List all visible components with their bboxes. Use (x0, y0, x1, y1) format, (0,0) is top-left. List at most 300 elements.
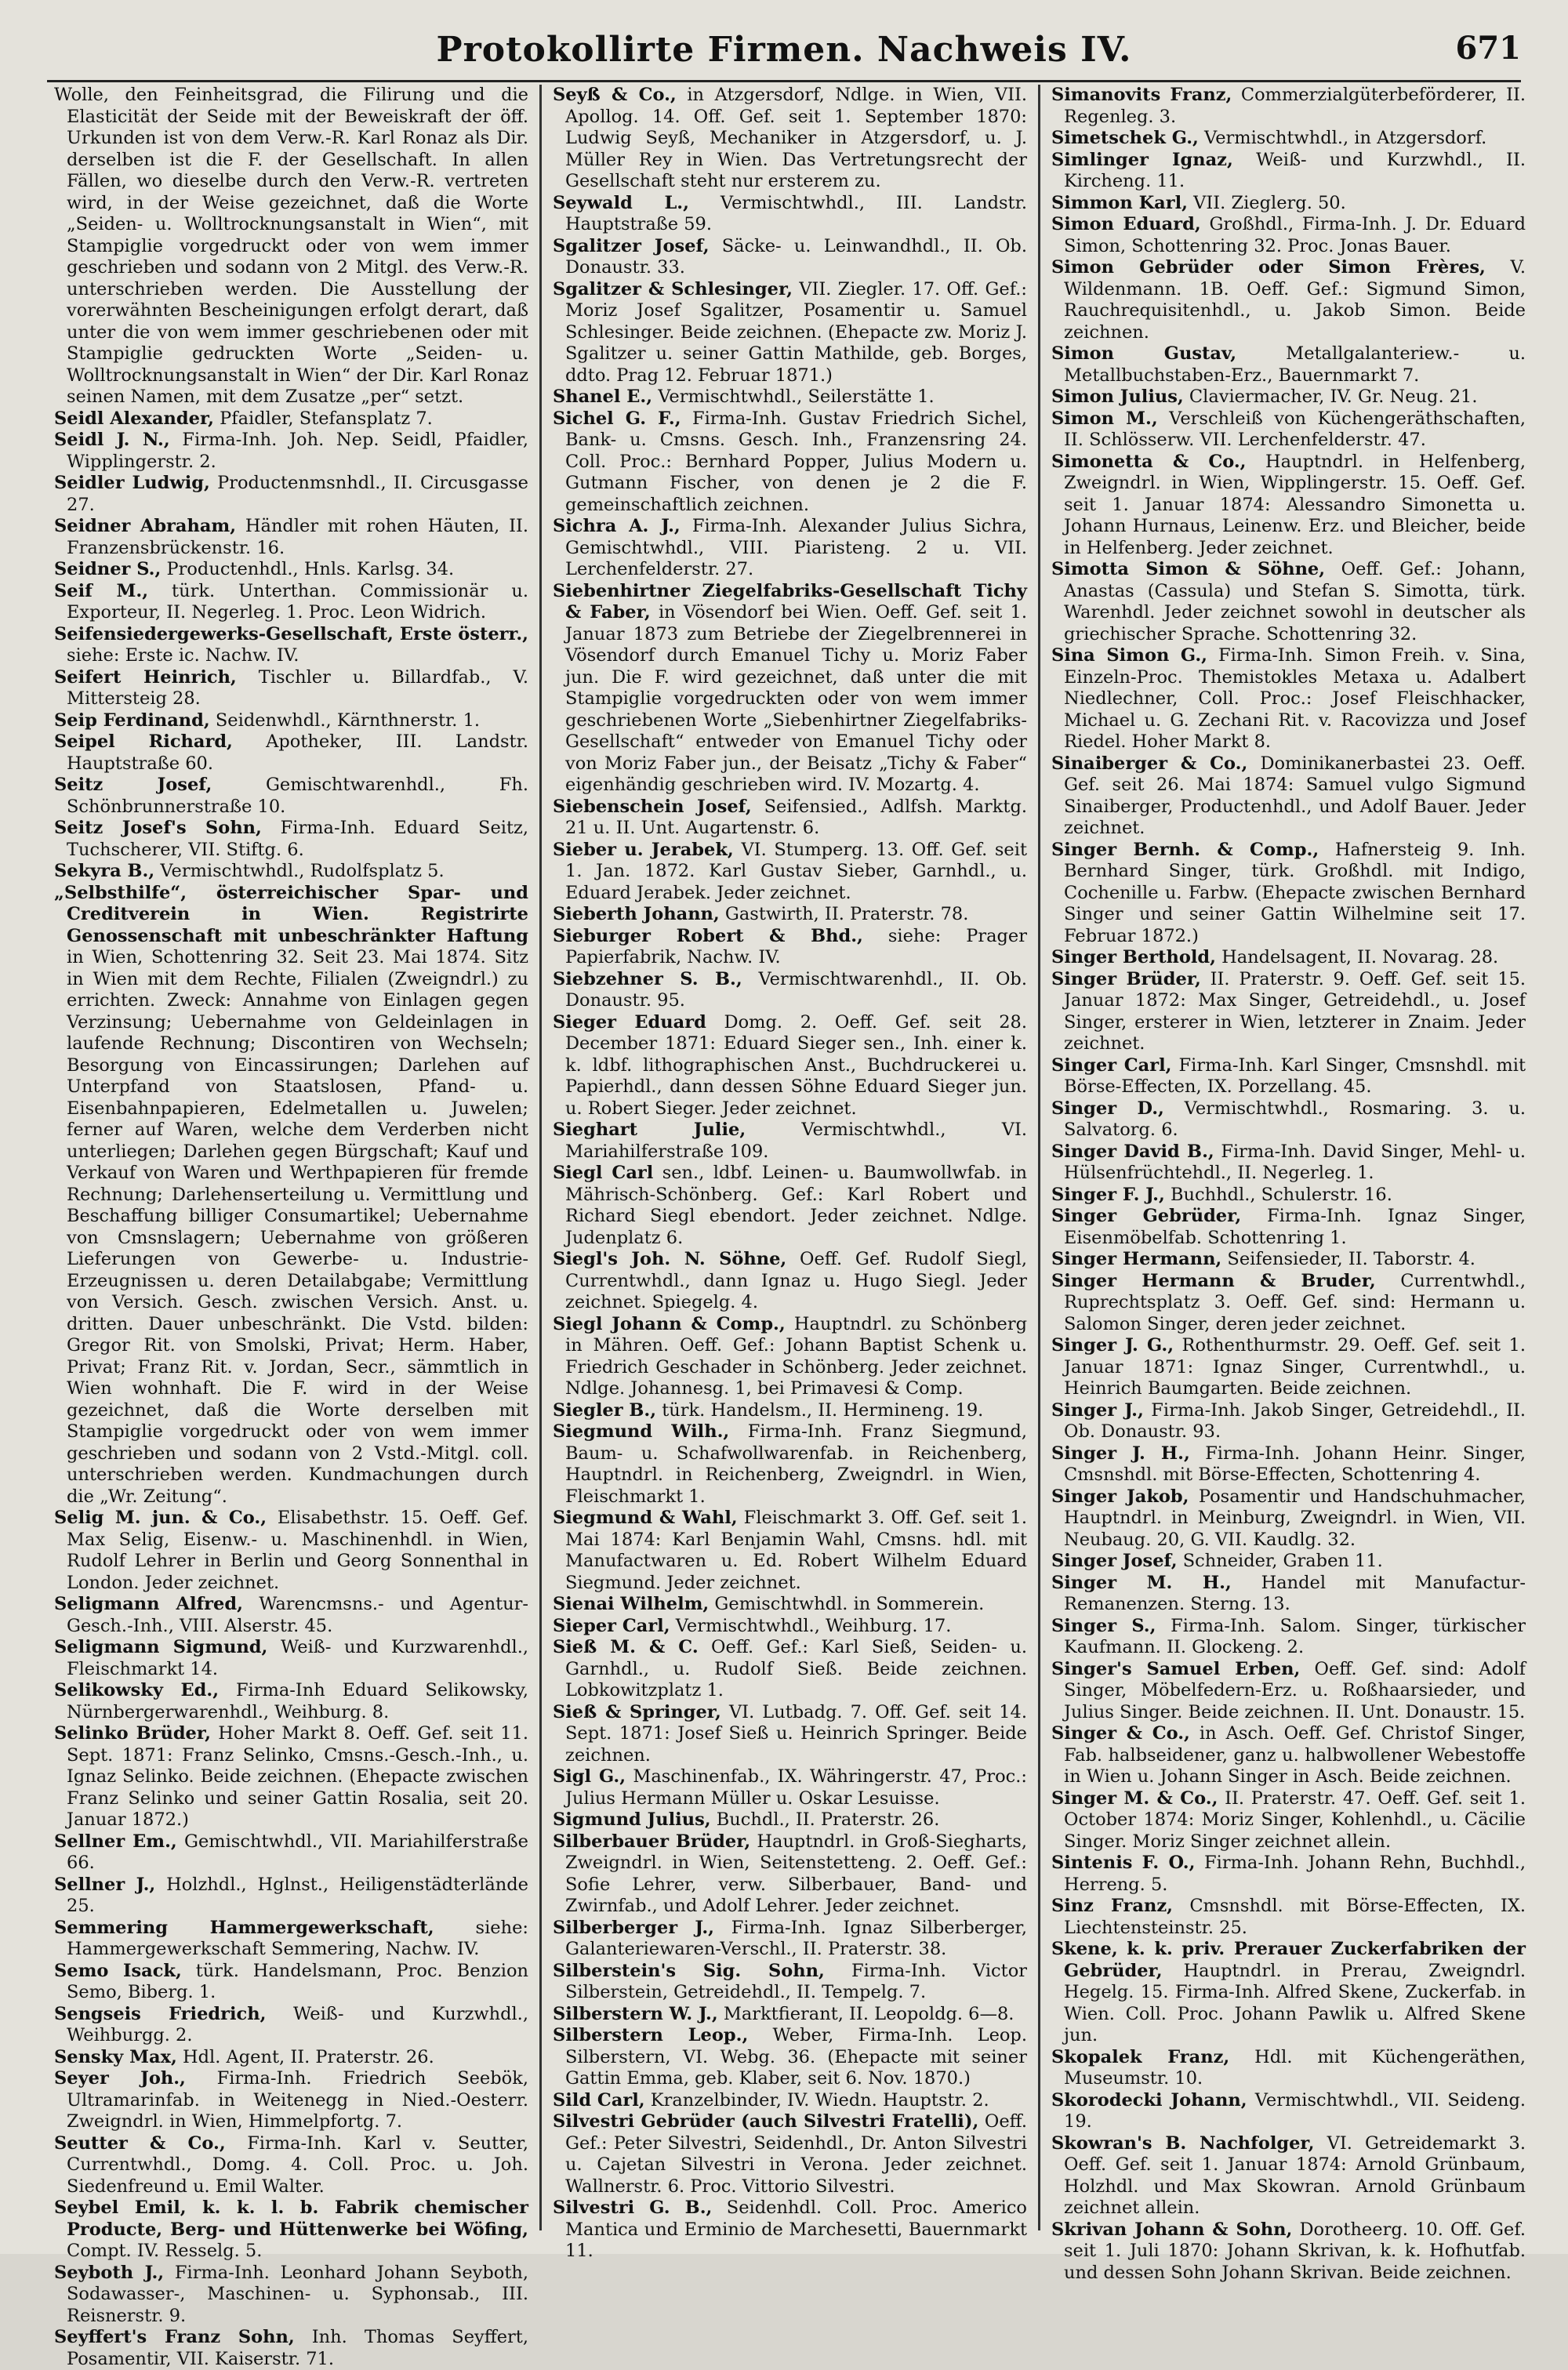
firm-details: Tischler u. Billardfab., V. Mittersteig 28. (67, 666, 528, 709)
firm-name: Siebzehner S. B., (553, 968, 742, 989)
directory-entry (553, 1421, 1027, 1508)
directory-entry (553, 926, 1027, 969)
firm-name: Simon M., (1051, 408, 1158, 429)
directory-entry (553, 2025, 1027, 2090)
directory-entry (553, 1400, 1027, 1422)
firm-details: Vermischtwhdl., Rudolfsplatz 5. (160, 861, 445, 881)
firm-details: Hauptndrl. zu Schönberg in Mähren. Oeff. Gef.: Johann Baptist Schenk u. Friedrich Geschader in Schönberg. Jeder zeichnet. Ndlge. Johannesg. 1, bei Primavesi & Comp. (565, 1313, 1027, 1399)
directory-entry (553, 840, 1027, 905)
firm-name: Sieper Carl, (553, 1615, 670, 1636)
firm-details: Holzhdl., Hglnst., Heiligenstädterlände 25. (67, 1874, 528, 1916)
firm-details: Oeff. Gef. sind: Adolf Singer, Möbelfedern-Erz. u. Roßhaarsieder, und Julius Singer. Beide zeichnen. II. Unt. Donaustr. 15. (1064, 1658, 1526, 1722)
firm-name: Sieger Eduard (553, 1011, 706, 1033)
firm-name: Sild Carl, (553, 2089, 645, 2110)
firm-details: II. Praterstr. 47. Oeff. Gef. seit 1. October 1874: Moriz Singer, Kohlenhdl., u. Cäcilie Singer. Moriz Singer zeichnet allein. (1064, 1787, 1526, 1852)
directory-entry (1051, 387, 1526, 408)
directory-entry (54, 1918, 528, 1961)
firm-name: Simmon Karl, (1051, 192, 1188, 213)
firm-details: Firma-Inh. Ignaz Singer, Eisenmöbelfab. Schottenring 1. (1064, 1206, 1526, 1248)
firm-details: Inh. Thomas Seyffert, Posamentir, VII. Kaiserstr. 71. (67, 2327, 528, 2369)
firm-details: Vermischtwhdl., Seilerstätte 1. (658, 387, 935, 407)
directory-entry (553, 2090, 1027, 2112)
directory-entry (54, 1723, 528, 1831)
directory-entry (553, 1809, 1027, 1831)
firm-details: Vermischtwhdl., Rosmaring. 3. u. Salvatorg. 6. (1064, 1098, 1526, 1140)
firm-name: Simonetta & Co., (1051, 451, 1247, 472)
firm-details: Hauptndrl. in Groß-Siegharts, Zweigndrl. in Wien, Seitenstetteng. 2. Oeff. Gef.: Sofie Lehrer, verw. Silberbauer, Band- und Zwirnfab., und Adolf Lehrer. Jeder zeichnet. (565, 1831, 1027, 1916)
firm-name: Simanovits Franz, (1051, 85, 1232, 105)
firm-details: Metallgalanteriew.- u. Metallbuchstaben-Erz., Bauernmarkt 7. (1064, 343, 1526, 386)
firm-details: siehe: Prager Papierfabrik, Nachw. IV. (565, 925, 1027, 967)
firm-name: Sellner Em., (54, 1831, 177, 1852)
firm-name: Selikowsky Ed., (54, 1680, 220, 1700)
firm-details: Seifensieder, II. Taborstr. 4. (1227, 1249, 1475, 1269)
firm-name: Seywald L., (553, 192, 689, 213)
directory-entry (1051, 1788, 1526, 1853)
firm-name: Silberstein's Sig. Sohn, (553, 1960, 825, 1981)
directory-entry (1051, 1486, 1526, 1552)
directory-entry (1051, 128, 1526, 150)
firm-details: Vermischtwhdl., Weihburg. 17. (675, 1615, 952, 1636)
directory-entry (1051, 753, 1526, 840)
directory-entry (553, 1163, 1027, 1249)
firm-details: Firma-Inh. David Singer, Mehl- u. Hülsenfrüchtehdl., II. Negerleg. 1. (1064, 1141, 1526, 1183)
firm-name: Sieghart Julie, (553, 1120, 746, 1140)
directory-entry (54, 2068, 528, 2133)
directory-entry (553, 1637, 1027, 1702)
directory-entry (1051, 1443, 1526, 1486)
firm-name: Sgalitzer & Schlesinger, (553, 278, 793, 299)
directory-entry (1051, 969, 1526, 1055)
firm-name: Shanel E., (553, 387, 653, 407)
firm-details: Gemischtwhdl. in Sommerein. (714, 1594, 985, 1614)
directory-entry (1051, 150, 1526, 193)
firm-details: Vermischtwhdl., in Atzgersdorf. (1204, 128, 1487, 148)
directory-entry (1051, 1551, 1526, 1573)
firm-name: Seifensiedergewerks-Gesellschaft, Erste österr., (54, 623, 528, 644)
firm-name: Sensky Max, (54, 2046, 177, 2067)
firm-details: VI. Getreidemarkt 3. Oeff. Gef. seit 1. Januar 1874: Arnold Grünbaum, Holzhdl. und Max Skowran. Arnold Grünbaum zeichnet allein. (1064, 2132, 1526, 2218)
firm-name: Seidner Abraham, (54, 516, 237, 536)
directory-entry (54, 624, 528, 667)
firm-details: Hauptndrl. in Prerau, Zweigndrl. Hegelg. 15. Firma-Inh. Alfred Skene, Zuckerfab. in Wien. Coll. Proc. Johann Pawlik u. Alfred Skene jun. (1064, 1960, 1526, 2045)
firm-name: Seutter & Co., (54, 2132, 226, 2154)
firm-details: siehe: Hammergewerkschaft Semmering, Nachw. IV. (67, 1917, 528, 1959)
directory-entry (553, 1508, 1027, 1594)
firm-details: Compt. IV. Resselg. 5. (67, 2241, 263, 2261)
firm-name: „Selbsthilfe“, österreichischer Spar- und Creditverein in Wien. Registrirte Genossenschaft mit unbeschränkter Haftung (54, 882, 528, 946)
directory-entry (553, 1012, 1027, 1120)
directory-entry (553, 1616, 1027, 1638)
firm-details: Weiß- und Kurzwhdl., Weihburgg. 2. (67, 2003, 528, 2045)
firm-details: Vermischtwhdl., VII. Seideng. 19. (1064, 2089, 1526, 2132)
firm-details: türk. Handelsmann, Proc. Benzion Semo, Biberg. 1. (67, 1960, 529, 2002)
firm-name: Seligmann Sigmund, (54, 1637, 268, 1657)
firm-details: Seidenhdl. Coll. Proc. Americo Mantica und Erminio de Marchesetti, Bauernmarkt 11. (565, 2198, 1027, 2261)
directory-entry (553, 1594, 1027, 1616)
directory-entry (1051, 1939, 1526, 2047)
firm-details: Hauptndrl. in Helfenberg, Zweigndrl. in Wien, Wipplingerstr. 15. Oeff. Gef. seit 1. Januar 1874: Alessandro Simonetta u. Johann Hurnaus, Leinenw. Erz. und Bleicher, beide in Helfenberg. Jeder zeichnet. (1064, 451, 1526, 558)
firm-details: Vermischtwarenhdl., II. Ob. Donaustr. 95. (565, 968, 1027, 1011)
firm-name: Siegler B., (553, 1399, 657, 1421)
directory-entry (1051, 1206, 1526, 1249)
directory-entry (1051, 947, 1526, 969)
firm-details: Firma-Inh. Karl Singer, Cmsnshdl. mit Börse-Effecten, IX. Porzellang. 45. (1064, 1054, 1526, 1097)
directory-entry (1051, 2219, 1526, 2285)
directory-entry (54, 1831, 528, 1875)
column-2 (542, 85, 1040, 2261)
firm-name: Sieberth Johann, (553, 904, 720, 924)
directory-entry (553, 1831, 1027, 1918)
firm-details: Commerzialgüterbeförderer, II. Regenleg. 3. (1064, 85, 1526, 127)
directory-entry (54, 1594, 528, 1637)
directory-entry (1051, 452, 1526, 560)
firm-details: Firma-Inh. Joh. Nep. Seidl, Pfaidler, Wipplingerstr. 2. (67, 430, 528, 472)
firm-name: Singer Berthold, (1051, 947, 1216, 967)
firm-details: Claviermacher, IV. Gr. Neug. 21. (1189, 387, 1478, 407)
directory-entry (1051, 1573, 1526, 1616)
firm-name: Singer J. G., (1051, 1335, 1174, 1356)
firm-details: Gemischtwhdl., VII. Mariahilferstraße 66. (67, 1831, 528, 1873)
firm-details: Firma-Inh. Jakob Singer, Getreidehdl., II. Ob. Donaustr. 93. (1064, 1399, 1526, 1442)
firm-details: Cmsnshdl. mit Börse-Effecten, IX. Liechtensteinstr. 25. (1064, 1896, 1526, 1938)
firm-details: Firma-Inh Eduard Selikowsky, Nürnbergerwarenhdl., Weihburg. 8. (67, 1680, 528, 1722)
firm-name: Simon Julius, (1051, 387, 1184, 407)
directory-entry (54, 2263, 528, 2328)
firm-details: türk. Handelsm., II. Hermineng. 19. (662, 1399, 984, 1421)
firm-name: Siegl Johann & Comp., (553, 1313, 786, 1334)
firm-details: Seifensied., Adlfsh. Marktg. 21 u. II. Unt. Augartenstr. 6. (565, 796, 1028, 838)
firm-details: Maschinenfab., IX. Währingerstr. 47, Proc.: Julius Hermann Müller u. Oskar Lesuisse. (565, 1766, 1027, 1809)
firm-name: Singer J. H., (1051, 1443, 1190, 1464)
firm-name: Simon Gustav, (1051, 343, 1237, 364)
firm-details: Wolle, den Feinheitsgrad, die Filirung und die Elasticität der Seide mit der Beweiskraft der öff. Urkunden ist von dem Verw.-R. Karl Ronaz als Dir. derselben ist die F. der Gesellschaft. In allen Fällen, wo dieselbe durch den Verw.-R. vertreten wird, in der Weise gezeichnet, daß die Worte „Seiden- u. Wolltrocknungsanstalt in Wien“, mit Stampiglie vorgedruckt oder von wem immer geschrieben und sodann von 2 Mitgl. des Verw.-R. unterschrieben werden. Die Ausstellung der vorerwähnten Bescheinigungen erfolgt derart, daß unter die von wem immer geschriebenen oder mit Stampiglie gedruckten Worte „Seiden- u. Wolltrocknungsanstalt in Wien“ der Dir. Karl Ronaz seinen Namen, mit dem Zusatze „per“ setzt. (54, 85, 528, 407)
firm-name: Seyffert's Franz Sohn, (54, 2327, 295, 2347)
firm-details: V. Wildenmann. 1B. Oeff. Gef.: Sigmund Simon, Rauchrequisitenhdl., u. Jakob Simon. Beide zeichnen. (1064, 257, 1526, 343)
firm-details: Seidenwhdl., Kärnthnerstr. 1. (215, 710, 481, 731)
firm-details: Buchdl., II. Praterstr. 26. (716, 1809, 940, 1830)
firm-name: Seidner S., (54, 559, 162, 579)
firm-details: Verschleiß von Küchengeräthschaften, II. Schlösserw. VII. Lerchenfelderstr. 47. (1064, 408, 1526, 450)
directory-entry (1051, 1896, 1526, 1939)
firm-name: Semmering Hammergewerkschaft, (54, 1917, 434, 1938)
directory-entry (553, 279, 1027, 387)
firm-name: Seligmann Alfred, (54, 1594, 243, 1614)
directory-entry (1051, 2133, 1526, 2219)
firm-name: Selig M. jun. & Co., (54, 1508, 267, 1528)
firm-details: Productenmsnhdl., II. Circusgasse 27. (67, 473, 528, 515)
firm-details: Firma-Inh. Simon Freih. v. Sina, Einzeln-Proc. Themistokles Metaxa u. Adalbert Niedlechner, Coll. Proc.: Josef Fleischhacker, Michael u. G. Zechani Rit. v. Racovizza und Josef Riedel. Hoher Markt 8. (1064, 645, 1526, 752)
firm-details: Gemischtwarenhdl., Fh. Schönbrunnerstraße 10. (67, 775, 528, 817)
firm-details: II. Praterstr. 9. Oeff. Gef. seit 15. Januar 1872: Max Singer, Getreidehdl., u. Josef Singer, ersterer in Wien, letzterer in Znaim. Jeder zeichnet. (1064, 968, 1526, 1054)
directory-entry (553, 408, 1027, 517)
directory-entry (553, 797, 1027, 840)
directory-entry (54, 581, 528, 624)
firm-details: Handelsagent, II. Novarag. 28. (1221, 947, 1499, 967)
firm-details: Hdl. Agent, II. Praterstr. 26. (182, 2046, 434, 2067)
firm-details: siehe: Erste ic. Nachw. IV. (67, 645, 299, 666)
directory-entry (1051, 1249, 1526, 1271)
firm-name: Sichra A. J., (553, 516, 681, 536)
firm-details: Warencmsns.- und Agentur-Gesch.-Inh., VIII. Alserstr. 45. (67, 1594, 528, 1636)
firm-details: Firma-Inh. Gustav Friedrich Sichel, Bank- u. Cmsns. Gesch. Inh., Franzensring 24. Coll. Proc.: Bernhard Popper, Julius Modern u. Gutmann Fischer, von denen je 2 die F. gemeinschaftlich zeichnen. (565, 408, 1027, 515)
firm-details: Kranzelbinder, IV. Wiedn. Hauptstr. 2. (650, 2089, 989, 2110)
firm-name: Sieß M. & C. (553, 1637, 699, 1657)
directory-entry (1051, 1335, 1526, 1400)
firm-details: Firma-Inh. Friedrich Seebök, Ultramarinfab. in Weitenegg in Nied.-Oesterr. Zweigndrl. in Wien, Himmelpfortg. 7. (67, 2068, 528, 2132)
directory-entry (54, 85, 528, 408)
firm-name: Simlinger Ignaz, (1051, 149, 1233, 170)
firm-name: Skrivan Johann & Sohn, (1051, 2219, 1293, 2240)
firm-details: Großhdl., Firma-Inh. J. Dr. Eduard Simon, Schottenring 32. Proc. Jonas Bauer. (1064, 214, 1526, 256)
directory-entry (553, 387, 1027, 408)
firm-details: Hafnersteig 9. Inh. Bernhard Singer, türk. Großhdl. mit Indigo, Cochenille u. Farbw. (Ehepacte zwischen Bernhard Singer und seiner Gattin Wilhelmine seit 17. Februar 1872.) (1064, 839, 1526, 946)
firm-name: Siegmund Wilh., (553, 1421, 730, 1442)
directory-entry (1051, 1271, 1526, 1336)
directory-entry (553, 1766, 1027, 1809)
firm-name: Seybel Emil, k. k. l. b. Fabrik chemischer Producte, Berg- und Hüttenwerke bei Wöfing, (54, 2198, 528, 2240)
firm-name: Sigmund Julius, (553, 1809, 711, 1830)
firm-details: Firma-Inh. Victor Silberstein, Getreidehdl., II. Tempelg. 7. (565, 1960, 1027, 2002)
firm-name: Silvestri Gebrüder (auch Silvestri Fratelli), (553, 2111, 979, 2132)
firm-name: Simetschek G., (1051, 128, 1199, 148)
firm-details: Productenhdl., Hnls. Karlsg. 34. (166, 559, 455, 579)
firm-name: Singer's Samuel Erben, (1051, 1658, 1301, 1679)
firm-details: Elisabethstr. 15. Oeff. Gef. Max Selig, Eisenw.- u. Maschinenhdl. in Wien, Rudolf Lehrer in Berlin und Georg Sonnenthal in London. Jeder zeichnet. (67, 1508, 529, 1593)
directory-entry (1051, 1853, 1526, 1896)
firm-details: in Asch. Oeff. Gef. Christof Singer, Fab. halbseidener, ganz u. halbwollener Webestoffe in Wien u. Johann Singer in Asch. Beide zeichnen. (1064, 1723, 1526, 1787)
firm-name: Seitz Josef, (54, 775, 212, 795)
firm-name: Singer Hermann & Bruder, (1051, 1270, 1376, 1291)
directory-entry (54, 2327, 528, 2370)
firm-details: Firma-Inh. Salom. Singer, türkischer Kaufmann. II. Glockeng. 2. (1064, 1615, 1526, 1657)
firm-details: in Atzgersdorf, Ndlge. in Wien, VII. Apollog. 14. Off. Gef. seit 1. September 1870: Ludwig Seyß, Mechaniker in Atzgersdorf, u. J. Müller Rey in Wien. Das Vertretungsrecht der Gesellschaft steht nur ersterem zu. (565, 85, 1028, 191)
directory-entry (54, 2047, 528, 2069)
directory-entry (54, 1637, 528, 1680)
directory-entry (1051, 2047, 1526, 2090)
firm-name: Seitz Josef's Sohn, (54, 818, 262, 838)
firm-details: VI. Stumperg. 13. Off. Gef. seit 1. Jan. 1872. Karl Gustav Sieber, Garnhdl., u. Eduard Jerabek. Jeder zeichnet. (565, 839, 1027, 903)
firm-details: Vermischtwhdl., VI. Mariahilferstraße 109. (565, 1120, 1028, 1162)
firm-name: Singer Brüder, (1051, 968, 1201, 989)
firm-details: Marktfierant, II. Leopoldg. 6—8. (723, 2003, 1014, 2024)
firm-name: Semo Isack, (54, 1960, 182, 1981)
directory-entry (553, 1314, 1027, 1400)
firm-details: Weiß- und Kurzwarenhdl., Fleischmarkt 14. (67, 1637, 529, 1679)
firm-name: Siegl Carl (553, 1163, 654, 1183)
firm-details: in Wien, Schottenring 32. Seit 23. Mai 1874. Sitz in Wien mit dem Rechte, Filialen (Zweigndrl.) zu errichten. Zweck: Annahme von Einlagen gegen Verzinsung; Uebernahme von Geldeinlagen in laufende Rechnung; Discontiren von Wechseln; Besorgung von Eincassirungen; Darlehen auf Unterpfand von Staatslosen, Pfand- u. Eisenbahnpapieren, Edelmetallen u. Juwelen; ferner auf Waren, welche dem Verderben nicht unterliegen; Darlehen gegen Bürgschaft; Kauf und Verkauf von Waren und Werthpapieren für fremde Rechnung; Darlehenserteilung u. Vermittlung und Beschaffung billiger Consumartikel; Uebernahme von Cmsnslagern; Uebernahme von größeren Lieferungen von Gewerbe- u. Industrie-Erzeugnissen u. deren Detailabgabe; Vermittlung von Versich. Gesch. zwischen Versich. Anst. u. dritten. Dauer unbeschränkt. Die Vstd. bilden: Gregor Rit. von Smolski, Privat; Herm. Haber, Privat; Franz Rit. v. Jordan, Secr., sämmtlich in Wien wohnhaft. Die F. wird in der Weise gezeichnet, daß die Worte derselben mit Stampiglie vorgedruckt oder von wem immer geschrieben und sodann von 2 Vstd.-Mitgl. coll. unterschrieben werden. Kundmachungen durch die „Wr. Zeitung“. (67, 947, 528, 1507)
directory-entry (54, 731, 528, 775)
directory-entry (54, 1961, 528, 2004)
directory-entry (1051, 193, 1526, 215)
firm-name: Skowran's B. Nachfolger, (1051, 2132, 1315, 2154)
firm-name: Seyboth J., (54, 2262, 165, 2283)
firm-name: Sina Simon G., (1051, 645, 1208, 666)
firm-name: Silberberger J., (553, 1917, 714, 1938)
firm-details: Firma-Inh. Johann Heinr. Singer, Cmsnshdl. mit Börse-Effecten, Schottenring 4. (1064, 1443, 1526, 1485)
firm-name: Simon Eduard, (1051, 214, 1201, 234)
firm-details: Gastwirth, II. Praterstr. 78. (724, 904, 969, 924)
firm-details: in Vösendorf bei Wien. Oeff. Gef. seit 1. Januar 1873 zum Betriebe der Ziegelbrennerei in Vösendorf durch Emanuel Tichy u. Moriz Faber jun. Die F. wird gezeichnet, daß unter die mit Stampiglie vorgedruckten oder von wem immer geschriebenen Worte „Siebenhirtner Ziegelfabriks-Gesellschaft“ entweder von Emanuel Tichy oder von Moriz Faber jun., der Beisatz „Tichy & Faber“ eigenhändig geschrieben wird. IV. Mozartg. 4. (565, 602, 1027, 795)
firm-details: Apotheker, III. Landstr. Hauptstraße 60. (67, 731, 529, 774)
firm-name: Seip Ferdinand, (54, 710, 210, 731)
firm-details: Firma-Inh. Eduard Seitz, Tuchscherer, VII. Stiftg. 6. (67, 818, 529, 860)
directory-entry (1051, 1055, 1526, 1098)
firm-name: Siebenschein Josef, (553, 796, 752, 817)
firm-name: Singer Jakob, (1051, 1486, 1189, 1507)
directory-entry (54, 2004, 528, 2047)
firm-details: Currentwhdl., Ruprechtsplatz 3. Oeff. Gef. sind: Hermann u. Salomon Singer, deren jeder zeichnet. (1064, 1270, 1526, 1334)
firm-details: VII. Ziegler. 17. Off. Gef.: Moriz Josef Sgalitzer, Posamentir u. Samuel Schlesinger. Beide zeichnen. (Ehepacte zw. Moriz J. Sgalitzer u. seiner Gattin Mathilde, geb. Borges, ddto. Prag 12. Februar 1871.) (565, 278, 1027, 386)
directory-entry (1051, 343, 1526, 387)
firm-name: Selinko Brüder, (54, 1723, 211, 1744)
directory-entry (553, 1961, 1027, 2004)
firm-details: türk. Unterthan. Commissionär u. Exporteur, II. Negerleg. 1. Proc. Leon Widrich. (67, 580, 528, 622)
directory-entry (553, 2198, 1027, 2263)
directory-entry (54, 667, 528, 710)
directory-entry (553, 581, 1027, 797)
firm-name: Seidl J. N., (54, 430, 170, 450)
firm-name: Singer Carl, (1051, 1054, 1172, 1076)
firm-name: Sieß & Springer, (553, 1701, 721, 1722)
firm-details: Firma-Inh. Ignaz Silberberger, Galanteriewaren-Verschl., II. Praterstr. 38. (565, 1917, 1027, 1959)
firm-name: Singer S., (1051, 1615, 1156, 1636)
directory-entry (1051, 85, 1526, 128)
directory-entry (54, 775, 528, 818)
directory-entry (54, 1875, 528, 1918)
firm-details: Firma-Inh. Karl v. Seutter, Currentwhdl., Domg. 4. Coll. Proc. u. Joh. Siedenfreund u. Emil Walter. (67, 2132, 528, 2197)
directory-entry (1051, 214, 1526, 257)
directory-entry (1051, 1098, 1526, 1141)
firm-name: Singer M. H., (1051, 1572, 1232, 1593)
firm-name: Silberbauer Brüder, (553, 1831, 751, 1852)
firm-name: Sieburger Robert & Bhd., (553, 925, 863, 946)
directory-entry (553, 2004, 1027, 2026)
firm-name: Skopalek Franz, (1051, 2046, 1230, 2067)
directory-entry (553, 85, 1027, 193)
firm-name: Simon Gebrüder oder Simon Frères, (1051, 257, 1486, 278)
firm-details: VI. Lutbadg. 7. Off. Gef. seit 14. Sept. 1871: Josef Sieß u. Heinrich Springer. Beide zeichnen. (565, 1701, 1027, 1766)
firm-details: Rothenthurmstr. 29. Oeff. Gef. seit 1. Januar 1871: Ignaz Singer, Currentwhdl., u. Heinrich Baumgarten. Beide zeichnen. (1064, 1335, 1526, 1399)
directory-entry (1051, 559, 1526, 645)
firm-name: Siebenhirtner Ziegelfabriks-Gesellschaft Tichy & Faber, (553, 580, 1027, 622)
page-header (47, 24, 1521, 82)
directory-entry (553, 2111, 1027, 2198)
firm-name: Seyß & Co., (553, 85, 677, 105)
directory-entry (1051, 1723, 1526, 1788)
directory-entry (54, 559, 528, 581)
firm-name: Skorodecki Johann, (1051, 2089, 1247, 2110)
directory-entry (553, 1249, 1027, 1314)
directory-entry (1051, 1400, 1526, 1443)
directory-entry (54, 1508, 528, 1594)
page-title: Protokollirte Firmen. Nachweis IV. (436, 30, 1132, 70)
firm-details: Händler mit rohen Häuten, II. Franzensbrückenstr. 16. (67, 516, 529, 558)
firm-name: Sinz Franz, (1051, 1896, 1173, 1916)
firm-name: Seidler Ludwig, (54, 473, 210, 493)
directory-entry (54, 2133, 528, 2198)
firm-name: Singer David B., (1051, 1141, 1214, 1162)
firm-name: Simotta Simon & Söhne, (1051, 559, 1326, 579)
firm-details: Oeff. Gef.: Karl Sieß, Seiden- u. Garnhdl., u. Rudolf Sieß. Beide zeichnen. Lobkowitzplatz 1. (565, 1637, 1028, 1700)
firm-details: Schneider, Graben 11. (1182, 1551, 1383, 1571)
directory-entry (54, 818, 528, 861)
directory-entry (553, 1120, 1027, 1163)
directory-entry (54, 516, 528, 559)
firm-details: Fleischmarkt 3. Off. Gef. seit 1. Mai 1874: Karl Benjamin Wahl, Cmsns. hdl. mit Manufactwaren u. Ed. Robert Wilhelm Eduard Siegmund. Jeder zeichnet. (565, 1508, 1028, 1593)
directory-entry (553, 193, 1027, 236)
directory-entry (553, 969, 1027, 1012)
column-3 (1040, 85, 1537, 2283)
firm-details: Firma-Inh. Leonhard Johann Seyboth, Sodawasser-, Maschinen- u. Syphonsab., III. Reisnerstr. 9. (67, 2262, 529, 2326)
directory-entry (54, 1680, 528, 1723)
firm-name: Siegmund & Wahl, (553, 1508, 738, 1528)
firm-details: Oeff. Gef.: Johann, Anastas (Cassula) und Stefan S. Simotta, türk. Warenhdl. Jeder zeichnet sowohl in deutscher als griechischer Sprache. Schottenring 32. (1064, 559, 1526, 644)
firm-details: Firma-Inh. Alexander Julius Sichra, Gemischtwhdl., VIII. Piaristeng. 2 u. VII. Lerchenfelderstr. 27. (565, 516, 1028, 579)
firm-name: Singer Gebrüder, (1051, 1206, 1242, 1226)
firm-details: Pfaidler, Stefansplatz 7. (220, 408, 433, 429)
directory-entry (54, 710, 528, 732)
firm-details: Posamentir und Handschuhmacher, Hauptndrl. in Meinburg, Zweigndrl. in Wien, VII. Neubaug. 20, G. VII. Kaudlg. 32. (1064, 1486, 1526, 1550)
directory-entry (54, 473, 528, 516)
directory-entry (54, 430, 528, 473)
firm-name: Silvestri G. B., (553, 2198, 713, 2218)
firm-name: Sinaiberger & Co., (1051, 753, 1248, 774)
directory-entry (1051, 2090, 1526, 2133)
firm-details: VII. Zieglerg. 50. (1193, 192, 1346, 213)
directory-entry (54, 2198, 528, 2263)
directory-entry (1051, 1141, 1526, 1185)
firm-name: Seyer Joh., (54, 2068, 186, 2089)
directory-entry (54, 861, 528, 883)
firm-name: Silberstern Leop., (553, 2025, 749, 2045)
firm-details: Säcke- u. Leinwandhdl., II. Ob. Donaustr. 33. (565, 235, 1027, 278)
directory-entry (54, 408, 528, 430)
directory-entry (1051, 1659, 1526, 1724)
firm-name: Sengseis Friedrich, (54, 2003, 267, 2024)
directory-entry (1051, 840, 1526, 948)
firm-name: Sienai Wilhelm, (553, 1594, 710, 1614)
column-1 (43, 85, 542, 2369)
firm-details: Firma-Inh. Franz Siegmund, Baum- u. Schafwollwarenfab. in Reichenberg, Hauptndrl. in Reichenberg, Zweigndrl. in Wien, Fleischmarkt 1. (565, 1421, 1027, 1507)
firm-details: Weber, Firma-Inh. Leop. Silberstern, VI. Webg. 36. (Ehepacte mit seiner Gattin Emma, geb. Klaber, seit 6. Nov. 1870.) (565, 2025, 1027, 2089)
firm-name: Sgalitzer Josef, (553, 235, 710, 256)
firm-details: sen., ldbf. Leinen- u. Baumwollwfab. in Mährisch-Schönberg. Gef.: Karl Robert und Richard Siegl ebendort. Jeder zeichnet. Ndlge. Judenplatz 6. (565, 1163, 1028, 1248)
directory-entry (553, 1918, 1027, 1961)
firm-name: Singer J., (1051, 1399, 1144, 1421)
firm-name: Singer & Co., (1051, 1723, 1190, 1744)
firm-name: Sigl G., (553, 1766, 626, 1787)
firm-name: Seipel Richard, (54, 731, 233, 752)
firm-name: Seidl Alexander, (54, 408, 214, 429)
page-number: 671 (1455, 30, 1521, 67)
firm-details: Weiß- und Kurzwhdl., II. Kircheng. 11. (1064, 149, 1526, 191)
firm-name: Sieber u. Jerabek, (553, 839, 734, 860)
firm-name: Seif M., (54, 580, 149, 601)
firm-details: Firma-Inh. Johann Rehn, Buchhdl., Herreng. 5. (1064, 1853, 1526, 1895)
firm-name: Sintenis F. O., (1051, 1853, 1196, 1873)
columns (43, 85, 1537, 2369)
firm-details: Oeff. Gef.: Peter Silvestri, Seidenhdl., Dr. Anton Silvestri u. Cajetan Silvestri in Verona. Jeder zeichnet. Wallnerstr. 6. Proc. Vittorio Silvestri. (565, 2111, 1027, 2197)
directory-entry (553, 1702, 1027, 1767)
firm-details: Oeff. Gef. Rudolf Siegl, Currentwhdl., dann Ignaz u. Hugo Siegl. Jeder zeichnet. Spiegelg. 4. (565, 1249, 1028, 1312)
firm-name: Seifert Heinrich, (54, 666, 237, 688)
firm-details: Domg. 2. Oeff. Gef. seit 28. December 1871: Eduard Sieger sen., Inh. einer k. k. ldbf. lithographischen Anst., Buchdruckerei u. Papierhdl., dann dessen Söhne Eduard Sieger jun. u. Robert Sieger. Jeder zeichnet. (565, 1011, 1027, 1119)
firm-name: Sellner J., (54, 1874, 156, 1895)
firm-name: Singer F. J., (1051, 1184, 1165, 1205)
firm-name: Singer M. & Co., (1051, 1787, 1218, 1809)
firm-name: Sichel G. F., (553, 408, 681, 429)
